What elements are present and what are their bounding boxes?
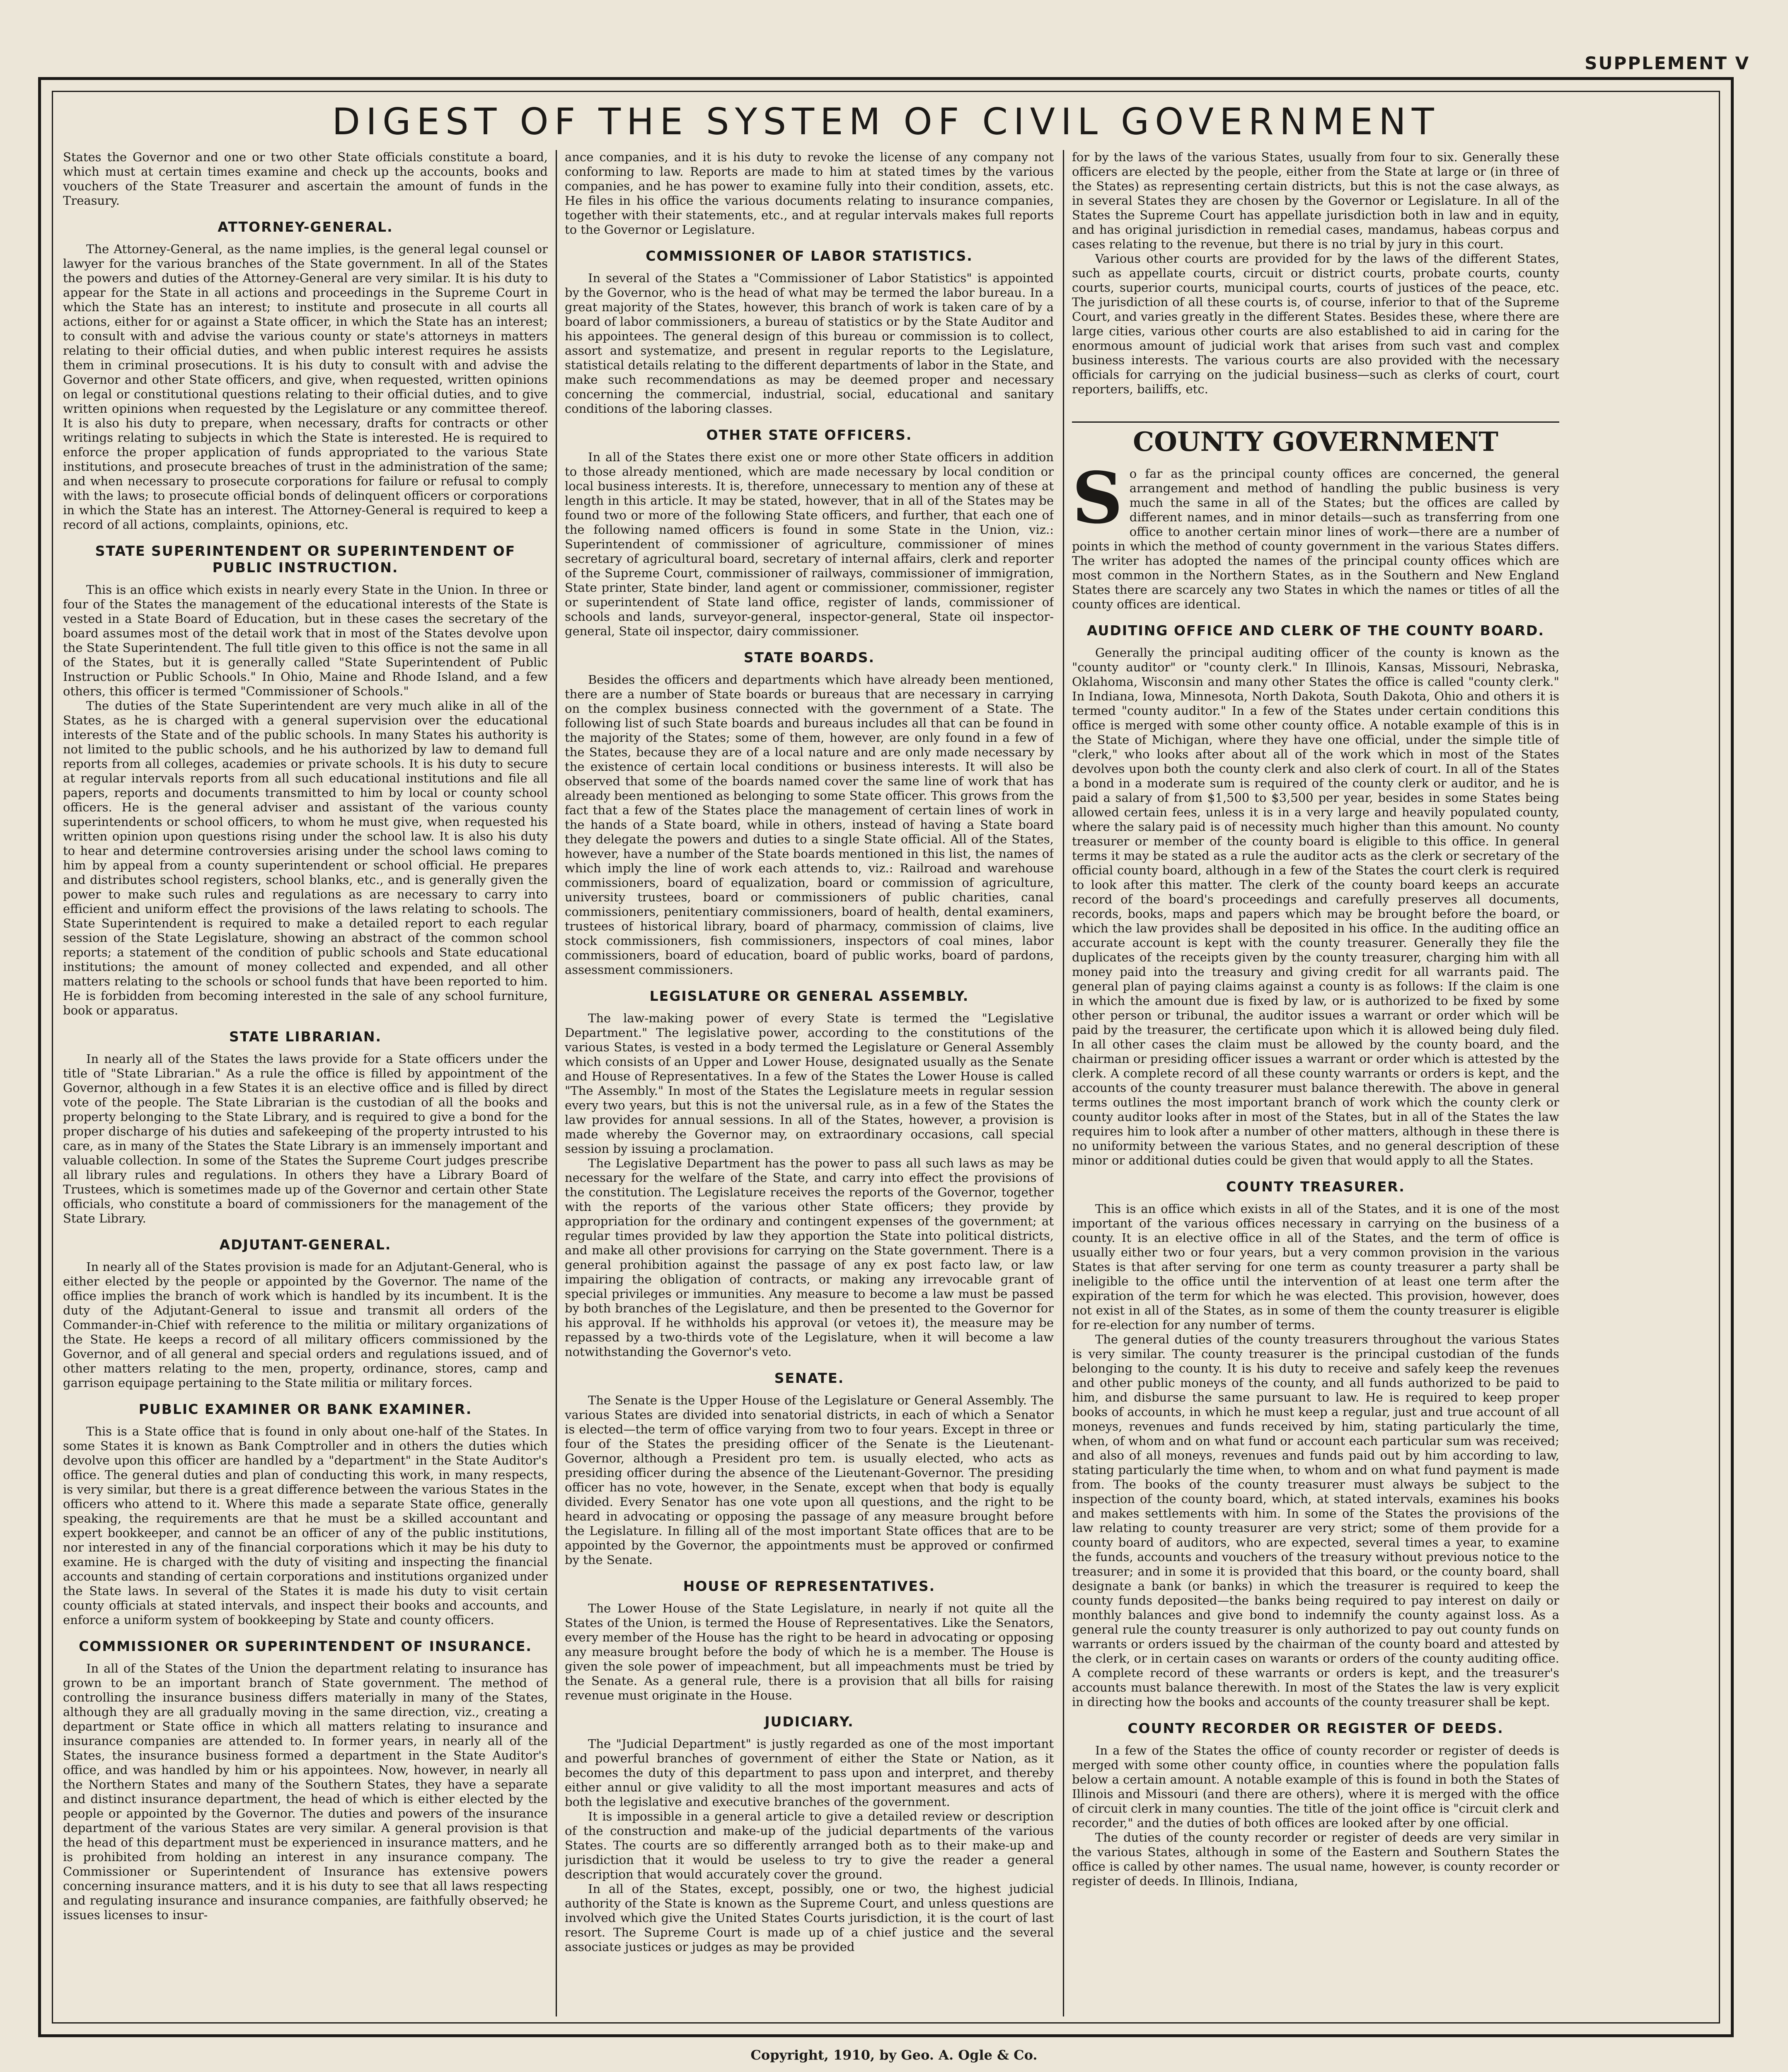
column-2 <box>565 150 1054 2016</box>
divider <box>1072 421 1559 423</box>
heading-legislature: LEGISLATURE OR GENERAL ASSEMBLY. <box>649 988 969 1004</box>
paragraph: This is an office which exists in all of the States, and it is one of the most important of the various offices necessary in carrying on the business of a county. It is an elective office in all of the States, and the term of office is usually either two or four years, but a very common provision in the various States is that after serving for one term as county treasurer a party shall be ineligible to the office until the intervention of at least one term after the expiration of the term for which he was elected. This provision, however, does not exist in all of the States, as in some of them the county treasurer is eligible for re-election for any number of terms. <box>1072 1202 1559 1332</box>
heading-insurance-commissioner: COMMISSIONER OR SUPERINTENDENT OF INSURANCE. <box>79 1638 532 1654</box>
paragraph: The duties of the State Superintendent are very much alike in all of the States, as he is charged with a general supervision over the educational interests of the State and of the public schools. In many States his authority is not limited to the public schools, and he his authorized by law to demand full reports from all colleges, academies or private schools. It is his duty to secure at regular intervals reports from all such educational institutions and file all papers, reports and documents transmitted to him by local or county school officers. He is the general adviser and assistant of the various county superintendents or school officers, to whom he must give, when requested his written opinion upon questions rising under the school law. It is also his duty to hear and determine controversies arising under the school laws coming to him by appeal from a county superintendent or school official. He prepares and distributes school registers, school blanks, etc., and is generally given the power to make such rules and regulations as are necessary to carry into efficient and uniform effect the provisions of the laws relating to schools. The State Superintendent is required to make a detailed report to each regular session of the State Legislature, showing an abstract of the common school reports; a statement of the condition of public schools and State educational institutions; the amount of money collected and expended, and all other matters relating to the schools or school funds that have been reported to him. He is forbidden from becoming interested in the sale of any school furniture, book or apparatus. <box>63 699 548 1017</box>
paragraph-continued: for by the laws of the various States, usually from four to six. Generally these officers are elected by the people, either from the State at large or (in three of the States) as representing certain districts, but this is not the case always, as in several States they are chosen by the Governor or Legislature. In all of the States the Supreme Court has appellate jurisdiction both in law and in equity, and has original jurisdiction in remedial cases, mandamus, habeas corpus and cases relating to the revenue, but there is no trial by jury in this court. <box>1072 150 1559 251</box>
paragraph: This is an office which exists in nearly every State in the Union. In three or four of the States the management of the educational interests of the State is vested in a State Board of Education, but in these cases the secretary of the board assumes most of the detail work that in most of the States devolve upon the State Superintendent. The full title given to this office is not the same in all of the States, but it is generally called "State Superintendent of Public Instruction or Public Schools." In Ohio, Maine and Rhode Island, and a few others, this officer is termed "Commissioner of Schools." <box>63 583 548 698</box>
paragraph: In several of the States a "Commissioner of Labor Statistics" is appointed by the Governor, who is the head of what may be termed the labor bureau. In a great majority of the States, however, this branch of work is taken care of by a board of labor commissioners, a bureau of statistics or by the State Auditor and his appointees. The general design of this bureau or commission is to collect, assort and systematize, and present in regular reports to the Legislature, statistical details relating to the different departments of labor in the State, and make such recommendations as may be deemed proper and necessary concerning the commercial, industrial, social, educational and sanitary conditions of the laboring classes. <box>565 271 1054 416</box>
supplement-label: SUPPLEMENT V <box>1585 53 1750 73</box>
page-inner-frame <box>52 91 1720 2024</box>
column-rule-2 <box>1063 150 1064 2016</box>
paragraph: Generally the principal auditing officer of the county is known as the "county auditor" or "county clerk." In Illinois, Kansas, Missouri, Nebraska, Oklahoma, Wisconsin and many other States the office is called "county clerk." In Indiana, Iowa, Minnesota, North Dakota, South Dakota, Ohio and others it is termed "county auditor." In a few of the States under certain conditions this office is merged with some other county office. A notable example of this is in the State of Michigan, where they have one official, under the simple title of "clerk," who looks after about all of the work which in most of the States devolves upon both the county clerk and also clerk of court. In all of the States a bond in a moderate sum is required of the county clerk or auditor, and he is paid a salary of from $1,500 to $3,500 per year, besides in some States being allowed certain fees, unless it is in a very large and heavily populated county, where the salary paid is of necessity much higher than this amount. No county treasurer or member of the county board is eligible to this office. In general terms it may be stated as a rule the auditor acts as the clerk or secretary of the official county board, although in a few of the States the court clerk is required to look after this matter. The clerk of the county board keeps an accurate record of the board's proceedings and carefully preserves all documents, records, books, maps and papers which may be brought before the board, or which the law provides shall be deposited in his office. In the auditing office an accurate account is kept with the county treasurer. Generally they file the duplicates of the receipts given by the county treasurer, charging him with all money paid into the treasury and giving credit for all warrants paid. The general plan of paying claims against a county is as follows: If the claim is one in which the amount due is fixed by law, or is authorized to be fixed by some other person or tribunal, the auditor issues a warrant or order which will be paid by the treasurer, the certificate upon which it is allowed being duly filed. In all other cases the claim must be allowed by the county board, and the chairman or presiding officer issues a warrant or order which is attested by the clerk. A complete record of all these county warrants or orders is kept, and the accounts of the county treasurer must balance therewith. The above in general terms outlines the most important branch of work which the county clerk or county auditor looks after in most of the States, but in all of the States the law requires him to look after a number of other matters, although in these there is no uniformity between the various States, and no general description of these minor or additional duties could be given that would apply to all the States. <box>1072 646 1559 1167</box>
page-title: DIGEST OF THE SYSTEM OF CIVIL GOVERNMENT <box>332 100 1440 143</box>
paragraph: Besides the officers and departments which have already been mentioned, there are a number of State boards or bureaus that are necessary in carrying on the complex business connected with the government of a State. The following list of such State boards and bureaus includes all that can be found in the majority of the States; some of them, however, are only found in a few of the States, because they are of a local nature and are only made necessary by the existence of certain local conditions or business interests. It will also be observed that some of the boards named cover the same line of work that has already been mentioned as belonging to some State officer. This grows from the fact that a few of the States place the management of certain lines of work in the hands of a State board, while in others, instead of having a State board they delegate the powers and duties to a single State official. All of the States, however, have a number of the State boards mentioned in this list, the names of which imply the line of work each attends to, viz.: Railroad and warehouse commissioners, board of equalization, board or commission of agriculture, university trustees, board or commissioners of public charities, canal commissioners, penitentiary commissioners, board of health, dental examiners, trustees of historical library, board of pharmacy, commission of claims, live stock commissioners, fish commissioners, inspectors of coal mines, labor commissioners, board of education, board of public works, board of pardons, assessment commissioners. <box>565 673 1054 977</box>
paragraph: This is a State office that is found in only about one-half of the States. In some States it is known as Bank Comptroller and in others the duties which devolve upon this officer are handled by a "department" in the State Auditor's office. The general duties and plan of conducting this work, in many respects, is very similar, but there is a great difference between the various States in the officers who attend to it. Where this made a separate State office, generally speaking, the requirements are that he must be a skilled accountant and expert bookkeeper, and cannot be an officer of any of the public institutions, nor interested in any of the financial corporations which it may be his duty to examine. He is charged with the duty of visiting and inspecting the financial accounts and standing of certain corporations and institutions organized under the State laws. In several of the States it is made his duty to visit certain county officials at stated intervals, and inspect their books and accounts, and enforce a uniform system of bookkeeping by State and county officers. <box>63 1424 548 1627</box>
paragraph: The law-making power of every State is termed the "Legislative Department." The legislative power, according to the constitutions of the various States, is vested in a body termed the Legislature or General Assembly which consists of an Upper and Lower House, designated usually as the Senate and House of Representatives. In a few of the States the Lower House is called "The Assembly." In most of the States the Legislature meets in regular session every two years, but this is not the universal rule, as in a few of the States the law provides for annual sessions. In all of the States, however, a provision is made whereby the Governor may, on extraordinary occasions, call special session by issuing a proclamation. <box>565 1011 1054 1156</box>
heading-adjutant-general: ADJUTANT-GENERAL. <box>219 1237 392 1253</box>
county-government-banner <box>1072 421 1559 458</box>
heading-county-treasurer: COUNTY TREASURER. <box>1226 1179 1405 1195</box>
column-1 <box>63 150 548 2016</box>
heading-auditing-office: AUDITING OFFICE AND CLERK OF THE COUNTY BOARD. <box>1087 622 1544 639</box>
heading-other-state-officers: OTHER STATE OFFICERS. <box>706 427 912 443</box>
paragraph-intro: States the Governor and one or two other State officials constitute a board, which must at certain times examine and check up the accounts, books and vouchers of the State Treasurer and ascertain the amount of funds in the Treasury. <box>63 150 548 208</box>
paragraph-continued: ance companies, and it is his duty to revoke the license of any company not conforming to law. Reports are made to him at stated times by the various companies, and he has power to examine fully into their condition, assets, etc. He files in his office the various documents relating to insurance companies, together with their statements, etc., and at regular intervals makes full reports to the Governor or Legislature. <box>565 150 1054 237</box>
paragraph: The Attorney-General, as the name implies, is the general legal counsel or lawyer for the various branches of the State government. In all of the States the powers and duties of the Attorney-General are very similar. It is his duty to appear for the State in all actions and proceedings in the Supreme Court in which the State has an interest; to institute and prosecute in all courts all actions, either for or against a State officer, in which the State has an interest; to consult with and advise the various county or state's attorneys in matters relating to their official duties, and when public interest requires he assists them in criminal prosecutions. It is his duty to consult with and advise the Governor and other State officers, and give, when requested, written opinions on legal or constitutional questions relating to their official duties, and to give written opinions when requested by the Legislature or any committee thereof. It is also his duty to prepare, when necessary, drafts for contracts or other writings relating to subjects in which the State is interested. He is required to enforce the proper application of funds appropriated to the various State institutions, and prosecute breaches of trust in the administration of the same; and when necessary to prosecute corporations for failure or refusal to comply with the laws; to prosecute official bonds of delinquent officers or corporations in which the State has an interest. The Attorney-General is required to keep a record of all actions, complaints, opinions, etc. <box>63 242 548 532</box>
heading-house-of-representatives: HOUSE OF REPRESENTATIVES. <box>683 1578 936 1594</box>
paragraph: The general duties of the county treasurers throughout the various States is very similar. The county treasurer is the principal custodian of the funds belonging to the county. It is his duty to receive and safely keep the revenues and other public moneys of the county, and all funds authorized to be paid to him, and disburse the same pursuant to law. He is required to keep proper books of accounts, in which he must keep a regular, just and true account of all moneys, revenues and funds received by him, stating particularly the time, when, of whom and on what fund or account each particular sum was received; and also of all moneys, revenues and funds paid out by him according to law, stating particularly the time when, to whom and on what fund payment is made from. The books of the county treasurer must always be subject to the inspection of the county board, which, at stated intervals, examines his books and makes settlements with him. In some of the States the provisions of the law relating to county treasurer are very strict; some of them provide for a county board of auditors, who are expected, several times a year, to examine the funds, accounts and vouchers of the treasury without previous notice to the treasurer; and in some it is provided that this board, or the county board, shall designate a bank (or banks) in which the treasurer is required to keep the county funds deposited—the banks being required to pay interest on daily or monthly balances and give bond to indemnify the county against loss. As a general rule the county treasurer is only authorized to pay out county funds on warrants or orders issued by the chairman of the county board and attested by the clerk, or in certain cases on warants or orders of the county auditing office. A complete record of these warrants or orders is kept, and the treasurer's accounts must balance therewith. In most of the States the law is very explicit in directing how the books and accounts of the county treasurer shall be kept. <box>1072 1332 1559 1709</box>
county-intro-text: o far as the principal county offices are concerned, the general arrangement and method of handling the public business is very much the same in all of the States; but the offices are called by different names, and in minor details—such as transferring from one office to another certain minor lines of work—there are a number of points in which the method of county government in the various States differs. The writer has adopted the names of the principal county offices which are most common in the Northern States, as in the Southern and New England States there are scarcely any two States in which the names or titles of all the county offices are identical. <box>1072 467 1559 611</box>
paragraph: The "Judicial Department" is justly regarded as one of the most important and powerful branches of government of either the State or Nation, as it becomes the duty of this department to pass upon and interpret, and thereby either annul or give validity to all the most important measures and acts of both the legislative and executive branches of the government. <box>565 1737 1054 1809</box>
paragraph: In a few of the States the office of county recorder or register of deeds is merged with some other county office, in counties where the population falls below a certain amount. A notable example of this is found in both the States of Illinois and Missouri (and there are others), where it is merged with the office of circuit clerk in many counties. The title of the joint office is "circuit clerk and recorder," and the duties of both offices are looked after by one official. <box>1072 1743 1559 1830</box>
heading-public-examiner: PUBLIC EXAMINER OR BANK EXAMINER. <box>138 1401 472 1417</box>
heading-senate: SENATE. <box>774 1370 844 1386</box>
paragraph: The Senate is the Upper House of the Legislature or General Assembly. The various States are divided into senatorial districts, in each of which a Senator is elected—the term of office varying from two to four years. Except in three or four of the States the presiding officer of the Senate is the Lieutenant-Governor, although a President pro tem. is usually elected, who acts as presiding officer during the absence of the Lieutenant-Governor. The presiding officer has no vote, however, in the Senate, except when that body is equally divided. Every Senator has one vote upon all questions, and the right to be heard in advocating or opposing the passage of any measure brought before the Legislature. In filling all of the most important State offices that are to be appointed by the Governor, the appointments must be approved or confirmed by the Senate. <box>565 1393 1054 1567</box>
paragraph: In all of the States, except, possibly, one or two, the highest judicial authority of the State is known as the Supreme Court, and unless questions are involved which give the United States Courts jurisdiction, it is the court of last resort. The Supreme Court is made up of a chief justice and the several associate justices or judges as may be provided <box>565 1882 1054 1954</box>
paragraph-county-intro <box>1072 457 1559 612</box>
paragraph: In nearly all of the States provision is made for an Adjutant-General, who is either elected by the people or appointed by the Governor. The name of the office implies the branch of work which is handled by its incumbent. It is the duty of the Adjutant-General to issue and transmit all orders of the Commander-in-Chief with reference to the militia or military organizations of the State. He keeps a record of all military officers commissioned by the Governor, and of all general and special orders and regulations issued, and of other matters relating to the men, property, ordinance, stores, camp and garrison equipage pertaining to the State militia or military forces. <box>63 1260 548 1390</box>
paragraph: In all of the States there exist one or more other State officers in addition to those already mentioned, which are made necessary by local condition or local business interests. It is, therefore, unnecessary to mention any of these at length in this article. It may be stated, however, that in all of the States may be found two or more of the following State officers, and further, that each one of the following named officers is found in some State in the Union, viz.: Superintendent of commissioner of agriculture, commissioner of mines secretary of agricultural board, secretary of internal affairs, clerk and reporter of the Supreme Court, commissioner of railways, commissioner of immigration, State printer, State binder, land agent or commissioner, commissioner, register or superintendent of State land office, register of lands, commissioner of schools and lands, surveyor-general, inspector-general, State oil inspector-general, State oil inspector, dairy commissioner. <box>565 450 1054 638</box>
copyright-notice: Copyright, 1910, by Geo. A. Ogle & Co. <box>750 2047 1038 2063</box>
heading-state-boards: STATE BOARDS. <box>743 649 875 666</box>
paragraph: In nearly all of the States the laws provide for a State officers under the title of "State Librarian." As a rule the office is filled by appointment of the Governor, although in a few States it is an elective office and is filled by direct vote of the people. The State Librarian is the custodian of all the books and property belonging to the State Library, and is required to give a bond for the proper discharge of his duties and safekeeping of the property intrusted to his care, as in many of the States the State Library is an immensely important and valuable collection. In some of the States the Supreme Court judges prescribe all library rules and regulations. In others they have a Library Board of Trustees, which is sometimes made up of the Governor and certain other State officials, who constitute a board of commissioners for the management of the State Library. <box>63 1052 548 1225</box>
heading-labor-statistics: COMMISSIONER OF LABOR STATISTICS. <box>646 248 973 264</box>
drop-cap: S <box>1072 457 1123 540</box>
page-frame <box>38 77 1734 2037</box>
heading-state-librarian: STATE LIBRARIAN. <box>229 1029 382 1045</box>
paragraph: The Legislative Department has the power to pass all such laws as may be necessary for the welfare of the State, and carry into effect the provisions of the constitution. The Legislature receives the reports of the Governor, together with the reports of the various other State officers; they provide by appropriation for the ordinary and contingent expenses of the government; at regular times provided by law they apportion the State into political districts, and make all other provisions for carrying on the State government. There is a general prohibition against the passage of any ex post facto law, or law impairing the obligation of contracts, or making any irrevocable grant of special privileges or immunities. Any measure to become a law must be passed by both branches of the Legislature, and then be presented to the Governor for his approval. If he withholds his approval (or vetoes it), the measure may be repassed by a two-thirds vote of the Legislature, when it will become a law notwithstanding the Governor's veto. <box>565 1156 1054 1359</box>
column-rule-1 <box>556 150 557 2016</box>
heading-judiciary: JUDICIARY. <box>765 1714 854 1730</box>
county-government-title: COUNTY GOVERNMENT <box>1133 426 1498 457</box>
column-3 <box>1072 150 1559 2016</box>
heading-state-superintendent: STATE SUPERINTENDENT OR SUPERINTENDENT OF PUBLIC INSTRUCTION. <box>95 543 516 576</box>
heading-attorney-general: ATTORNEY-GENERAL. <box>218 219 393 235</box>
heading-county-recorder: COUNTY RECORDER OR REGISTER OF DEEDS. <box>1127 1720 1504 1736</box>
paragraph: The Lower House of the State Legislature, in nearly if not quite all the States of the Union, is termed the House of Representatives. Like the Senators, every member of the House has the right to be heard in advocating or opposing any measure brought before the body of which he is a member. The House is given the sole power of impeachment, but all impeachments must be tried by the Senate. As a general rule, there is a provision that all bills for raising revenue must originate in the House. <box>565 1601 1054 1702</box>
paragraph: Various other courts are provided for by the laws of the different States, such as appellate courts, circuit or district courts, probate courts, county courts, superior courts, municipal courts, courts of justices of the peace, etc. The jurisdiction of all these courts is, of course, inferior to that of the Supreme Court, and varies greatly in the different States. Besides these, where there are large cities, various other courts are also established to aid in caring for the enormous amount of judicial work that arises from such vast and complex business interests. The various courts are also provided with the necessary officials for carrying on the judicial business—such as clerks of court, court reporters, bailiffs, etc. <box>1072 252 1559 396</box>
paragraph: In all of the States of the Union the department relating to insurance has grown to be an important branch of State government. The method of controlling the insurance business differs materially in many of the States, although they are all gradually moving in the same direction, viz., creating a department or State office in which all matters relating to insurance and insurance companies are attended to. In former years, in nearly all of the States, the insurance business formed a department in the State Auditor's office, and was handled by him or his appointees. Now, however, in nearly all the Northern States and many of the Southern States, they have a separate and distinct insurance department, the head of which is either elected by the people or appointed by the Governor. The duties and powers of the insurance department of the various States are very similar. A general provision is that the head of this department must be experienced in insurance matters, and he is prohibited from holding an interest in any insurance company. The Commissioner or Superintendent of Insurance has extensive powers concerning insurance matters, and it is his duty to see that all laws respecting and regulating insurance and insurance companies, are faithfully observed; he issues licenses to insur- <box>63 1661 548 1922</box>
paragraph: The duties of the county recorder or register of deeds are very similar in the various States, although in some of the Eastern and Southern States the office is called by other names. The usual name, however, is county recorder or register of deeds. In Illinois, Indiana, <box>1072 1830 1559 1888</box>
paragraph: It is impossible in a general article to give a detailed review or description of the construction and make-up of the judicial departments of the various States. The courts are so differently arranged both as to their make-up and jurisdiction that it would be useless to try to give the reader a general description that would accurately cover the ground. <box>565 1809 1054 1881</box>
